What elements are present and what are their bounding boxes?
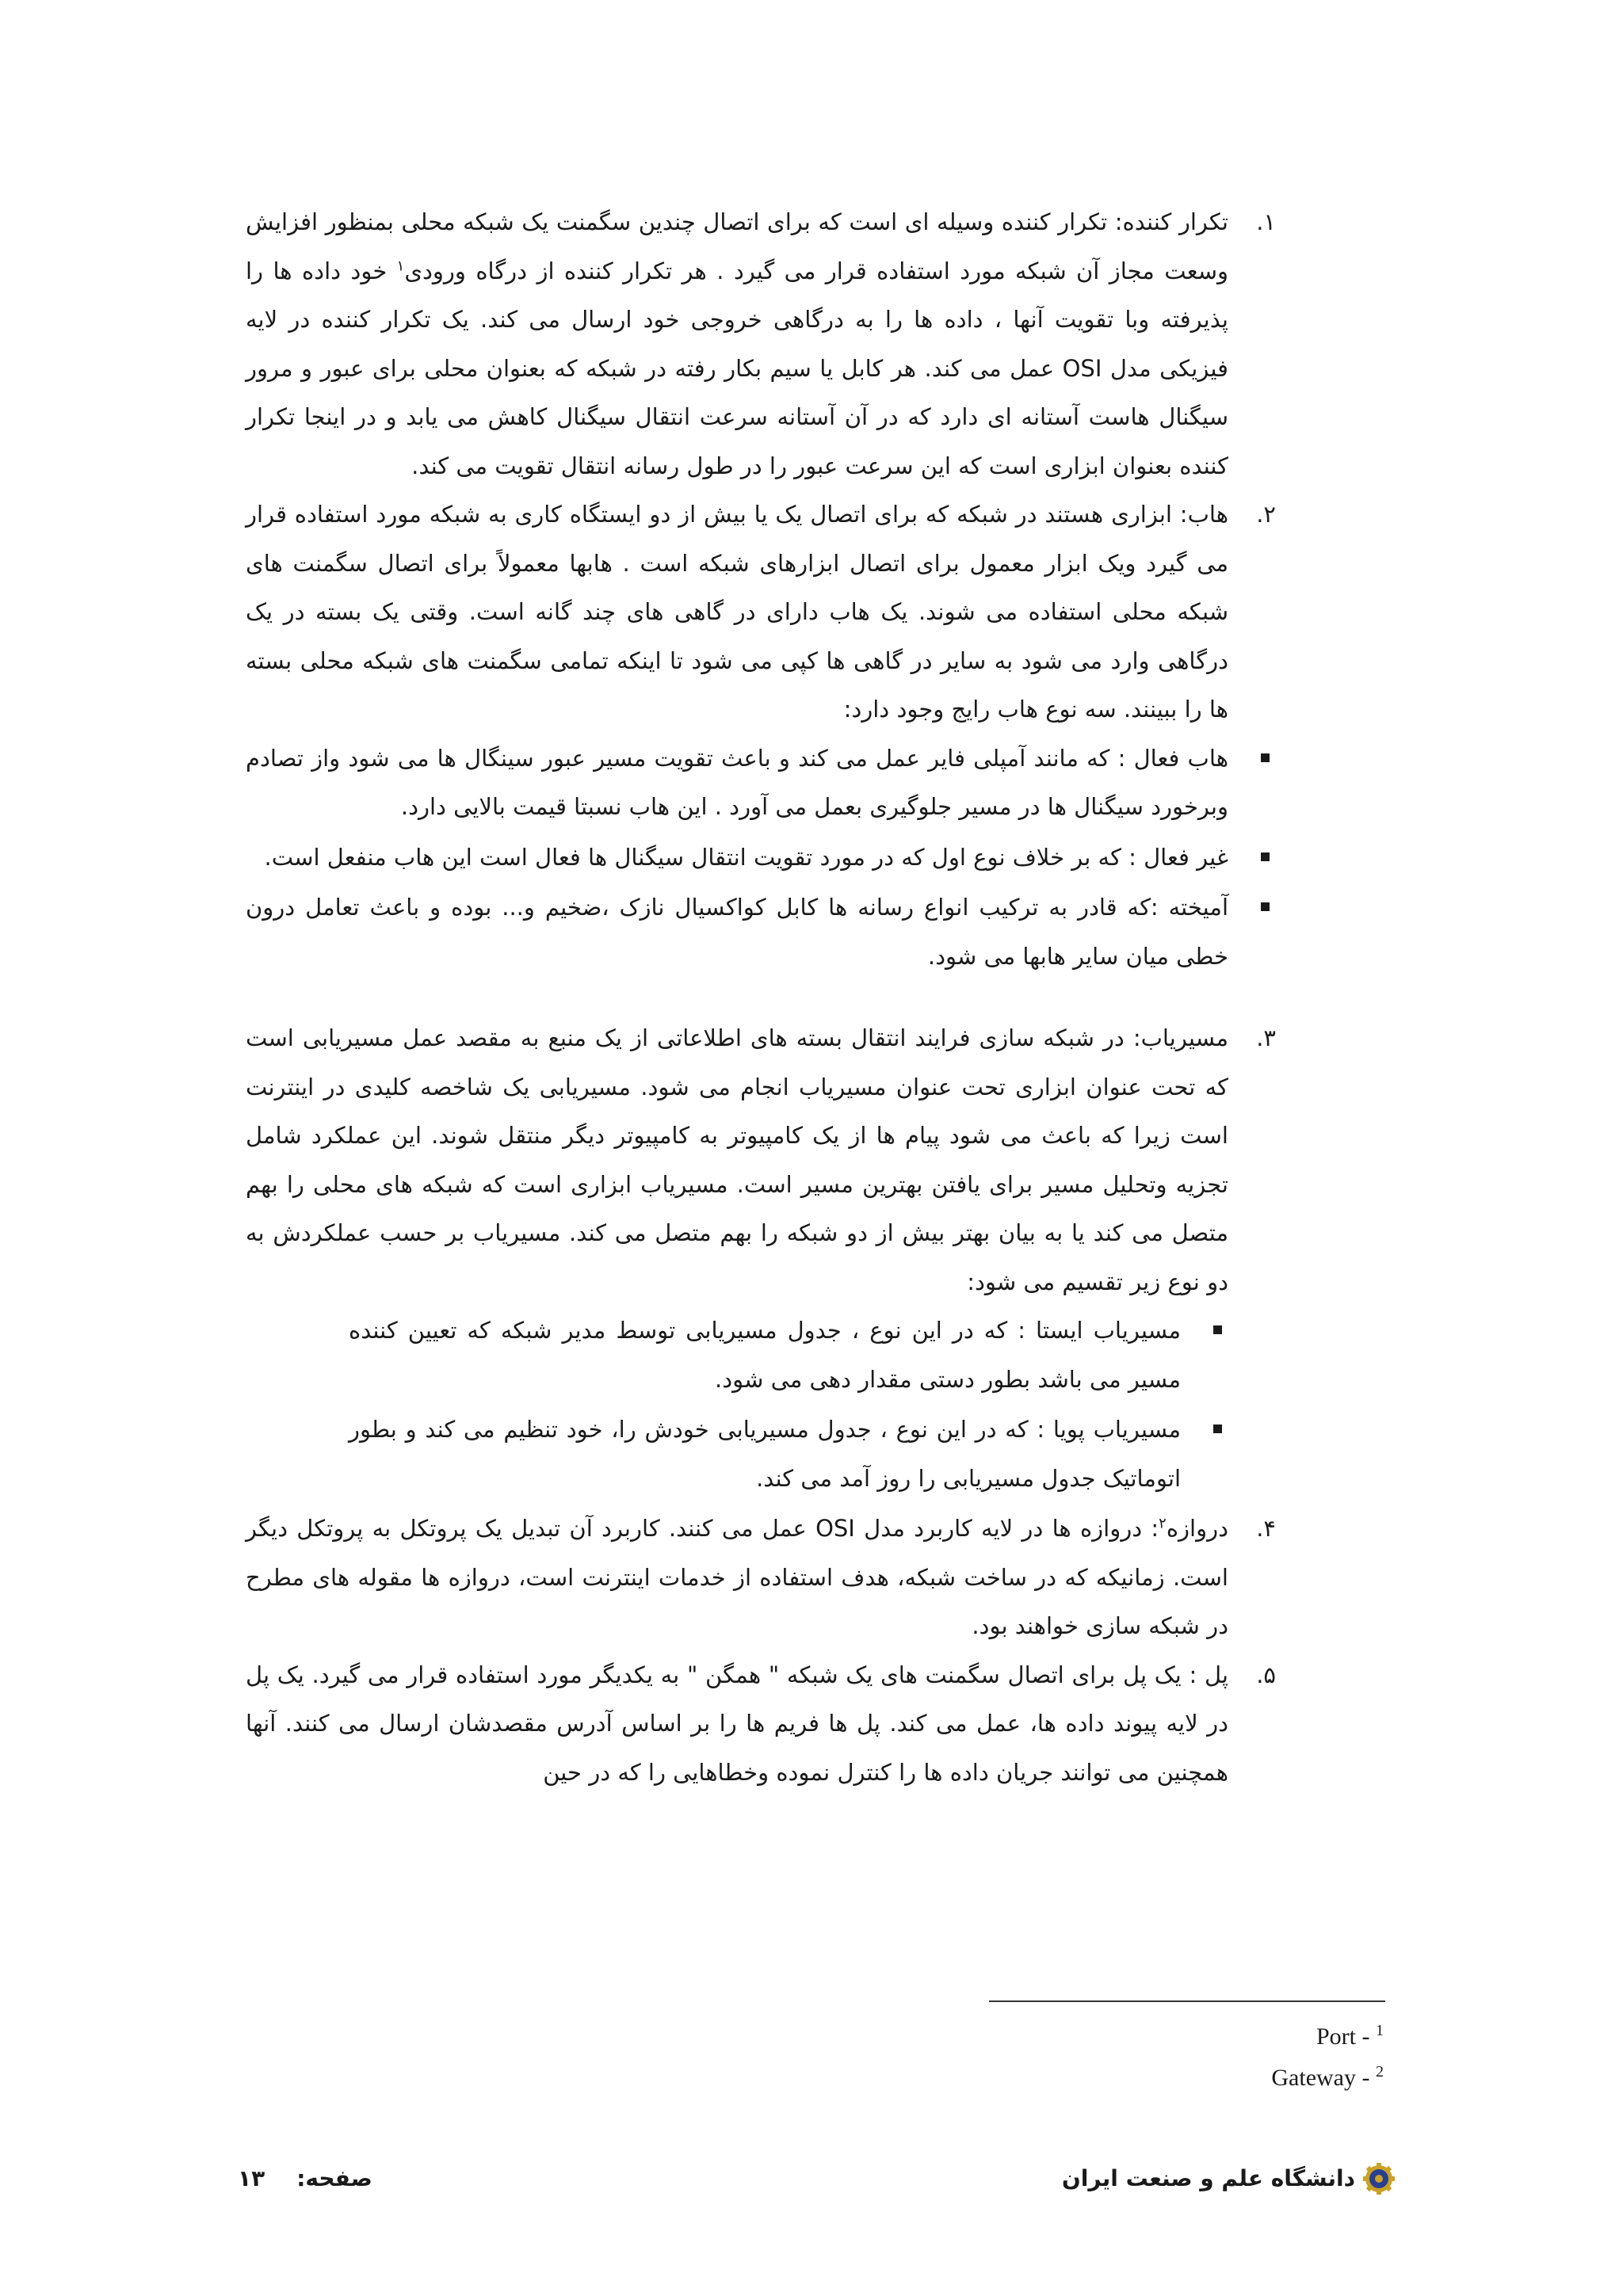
list-item: [246, 883, 1276, 981]
square-bullet-icon: [1261, 852, 1270, 861]
numbered-item-bridge: [246, 1651, 1276, 1798]
router-types-list: [246, 1306, 1276, 1503]
bullet-text: مسیریاب پویا : که در این نوع ، جدول مسیریابی خودش را، خود تنظیم می کند و بطور اتوماتیک جدول مسیریابی را روز آمد می کند.: [349, 1416, 1181, 1492]
item-number: ۲.: [1256, 501, 1276, 528]
list-item: [246, 734, 1276, 832]
bullet-text: هاب فعال : که مانند آمپلی فایر عمل می کند و باعث تقویت مسیر عبور سینگال ها می شود واز تصادم وبرخورد سیگنال ها در مسیر جلوگیری بعمل می آورد . این هاب نسبتا قیمت بالایی دارد.: [246, 744, 1228, 820]
osi-term: OSI: [815, 1515, 855, 1542]
university-logo-icon: [1363, 2163, 1395, 2195]
item-text: خود داده ها را پذیرفته وبا تقویت آنها ، داده ها را به درگاهی خروجی خود ارسال می کند. یک تکرار کننده در لایه فیزیکی مدل: [246, 257, 1228, 382]
footnote-number: 1: [1376, 2022, 1384, 2039]
footnote-ref[interactable]: ۲: [1159, 1515, 1167, 1532]
item-text: عمل می کنند. کاربرد آن تبدیل یک پروتکل به پروتکل دیگر است. زمانیکه که در ساخت شبکه، هدف استفاده از خدمات اینترنت است، دروازه ها مقوله های مطرح در شبکه سازی خواهند بود.: [246, 1515, 1228, 1639]
page-label: صفحه:: [296, 2165, 372, 2191]
bullet-text: آمیخته :که قادر به ترکیب انواع رسانه ها کابل کواکسیال نازک ،ضخیم و... بوده و باعث تعامل درون خطی میان سایر هابها می شود.: [246, 894, 1228, 970]
item-text: عمل می کند. هر کابل یا سیم بکار رفته در شبکه که بعنوان محلی برای عبور و مرور سیگنال هاست آستانه ای دارد که در آن آستانه سرعت انتقال سیگنال کاهش می یابد و در اینجا تکرار کننده بعنوان ابزاری است که این سرعت عبور را در طول رسانه انتقال تقویت می کند.: [246, 354, 1228, 479]
numbered-item-hub: [246, 490, 1276, 734]
square-bullet-icon: [1213, 1425, 1222, 1433]
numbered-item-gateway: [246, 1505, 1276, 1651]
bullet-text: غیر فعال : که بر خلاف نوع اول که در مورد تقویت انتقال سیگنال ها فعال است این هاب منفعل است.: [264, 843, 1228, 871]
hub-types-list: [246, 734, 1276, 982]
item-text: تکرار کننده: تکرار کننده وسیله ای است که برای اتصال چندین سگمنت یک شبکه محلی بمنظور افزایش وسعت مجاز آن شبکه مورد استفاده قرار می گیرد . هر تکرار کننده از درگاه ورودی: [246, 208, 1228, 284]
item-text: : دروازه ها در لایه کاربرد مدل: [854, 1515, 1159, 1542]
university-name: دانشگاه علم و صنعت ایران: [1061, 2165, 1355, 2191]
square-bullet-icon: [1261, 753, 1270, 762]
item-number: ۱.: [1256, 208, 1276, 235]
spacer: [246, 982, 1276, 1014]
footnote-number: 2: [1376, 2063, 1384, 2081]
footnote-ref[interactable]: ۱: [396, 257, 405, 274]
square-bullet-icon: [1213, 1325, 1222, 1334]
footnote-text: Port -: [1316, 2023, 1376, 2050]
footnote-separator: [989, 2000, 1385, 2002]
list-item: [349, 1306, 1228, 1404]
university-name-block: [1062, 2159, 1395, 2199]
footnote-2: [908, 2058, 1384, 2099]
item-number: ۵.: [1256, 1661, 1276, 1688]
bullet-text: مسیریاب ایستا : که در این نوع ، جدول مسیریابی توسط مدیر شبکه که تعیین کننده مسیر می باشد بطور دستی مقدار دهی می شود.: [349, 1317, 1181, 1393]
item-text: مسیریاب: در شبکه سازی فرایند انتقال بسته های اطلاعاتی از یک منبع به مقصد عمل مسیریابی است که تحت عنوان ابزاری تحت عنوان مسیریاب انجام می شود. مسیریابی یک شاخصه کلیدی در اینترنت است زیرا که باعث می شود پیام ها از یک کامپیوتر به کامپیوتر دیگر منتقل شوند. این عملکرد شامل تجزیه وتحلیل مسیر برای یافتن بهترین مسیر است. مسیریاب ابزاری است که شبکه های محلی را بهم متصل می کند یا به بیان بهتر بیش از دو شبکه را بهم متصل می کند. مسیریاب بر حسب عملکردش به دو نوع زیر تقسیم می شود:: [246, 1024, 1228, 1295]
item-text: پل : یک پل برای اتصال سگمنت های یک شبکه " همگن " به یکدیگر مورد استفاده قرار می گیرد. یک پل در لایه پیوند داده ها، عمل می کند. پل ها فریم ها را بر اساس آدرس مقصدشان ارسال می کنند. آنها همچنین می توانند جریان داده ها را کنترل نموده وخطاهایی را که در حین: [246, 1661, 1228, 1786]
numbered-item-router: [246, 1014, 1276, 1306]
footnote-text: Gateway -: [1271, 2065, 1376, 2091]
page-footer: [238, 2159, 1395, 2199]
square-bullet-icon: [1261, 902, 1270, 911]
item-number: ۳.: [1256, 1024, 1276, 1051]
list-item: [246, 833, 1276, 883]
item-text: دروازه: [1166, 1515, 1228, 1542]
body-content: [246, 198, 1276, 1797]
item-text: هاب: ابزاری هستند در شبکه که برای اتصال یک یا بیش از دو ایستگاه کاری به شبکه مورد استفاده قرار می گیرد ویک ابزار معمول برای اتصال ابزارهای شبکه است . هابها معمولاً برای اتصال سگمنت های شبکه محلی استفاده می شوند. یک هاب دارای در گاهی های چند گانه است. وقتی یک بسته در یک درگاهی وارد می شود به سایر در گاهی ها کپی می شود تا اینکه تمامی سگمنت های شبکه محلی بسته ها را ببینند. سه نوع هاب رایج وجود دارد:: [246, 501, 1228, 723]
item-number: ۴.: [1256, 1515, 1276, 1542]
page-number: ۱۳: [238, 2165, 265, 2191]
footnote-1: [908, 2016, 1384, 2058]
page-number-block: [238, 2159, 372, 2199]
list-item: [349, 1405, 1228, 1503]
numbered-item-repeater: [246, 198, 1276, 490]
osi-term: OSI: [1062, 354, 1102, 382]
footnotes: [908, 2016, 1384, 2099]
